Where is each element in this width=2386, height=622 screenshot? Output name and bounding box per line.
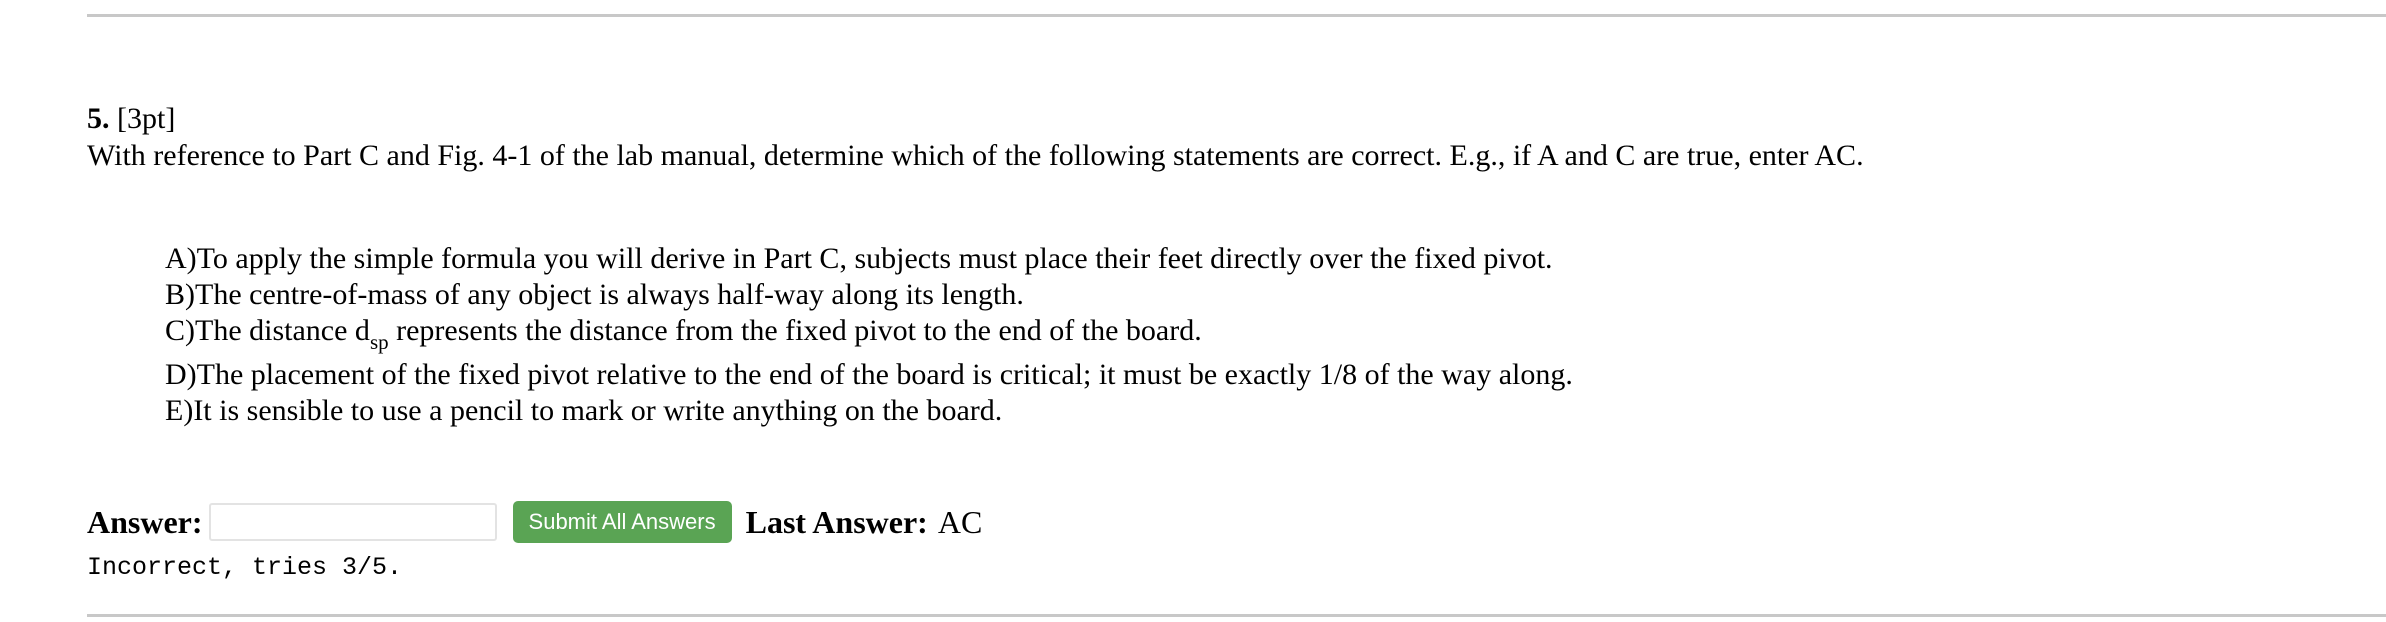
question-prompt: With reference to Part C and Fig. 4-1 of the lab manual, determine which of the following statements are correct. E.g., if A and C are true, enter AC.: [87, 139, 1864, 172]
submit-all-answers-button[interactable]: Submit All Answers: [513, 501, 732, 543]
statement-c: [165, 313, 1573, 354]
statement-c-end: represents the distance from the fixed pivot to the end of the board.: [388, 314, 1202, 347]
statement-c-subscript: sp: [369, 330, 389, 354]
statement-b: B)The centre-of-mass of any object is always half-way along its length.: [165, 278, 1024, 311]
statement-a: A)To apply the simple formula you will derive in Part C, subjects must place their feet directly over the fixed pivot.: [165, 242, 1553, 275]
last-answer-value: AC: [937, 503, 983, 540]
question-points: [3pt]: [117, 102, 176, 135]
answer-input[interactable]: [209, 503, 497, 541]
statement-list: [165, 241, 1573, 429]
attempt-status: Incorrect, tries 3/5.: [87, 553, 403, 582]
top-divider: [87, 14, 2386, 17]
statement-d: D)The placement of the fixed pivot relative to the end of the board is critical; it must be exactly 1/8 of the way along.: [165, 358, 1573, 391]
question-number: 5.: [87, 102, 110, 135]
answer-label: Answer:: [87, 503, 203, 540]
answer-row: [87, 500, 982, 544]
bottom-divider: [87, 614, 2386, 617]
statement-e: E)It is sensible to use a pencil to mark or write anything on the board.: [165, 394, 1003, 427]
statement-c-start: C)The distance d: [165, 314, 370, 347]
question-header: [87, 101, 175, 137]
last-answer-label: Last Answer:: [745, 503, 928, 540]
